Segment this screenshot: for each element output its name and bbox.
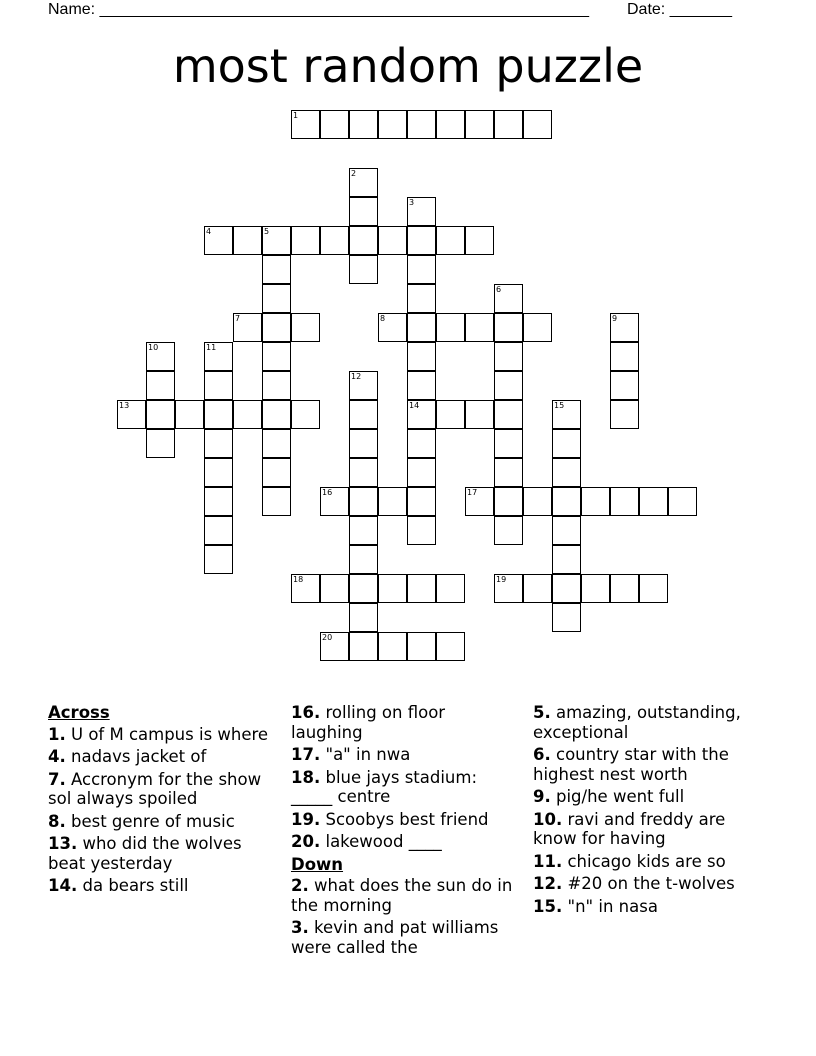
grid-cell[interactable] <box>349 545 378 574</box>
grid-cell[interactable] <box>175 400 204 429</box>
grid-cell[interactable] <box>581 487 610 516</box>
clue-text: chicago kids are so <box>567 851 726 871</box>
cell-number: 18 <box>293 575 304 584</box>
clue-down-2 <box>291 876 521 915</box>
grid-cell[interactable] <box>494 429 523 458</box>
clue-text: amazing, outstanding, exceptional <box>533 703 741 742</box>
cell-number: 16 <box>322 488 333 497</box>
clue-across-20 <box>291 832 521 852</box>
grid-cell[interactable] <box>465 313 494 342</box>
clues-column-3 <box>533 703 773 919</box>
clue-down-15 <box>533 897 773 917</box>
grid-cell[interactable] <box>494 458 523 487</box>
grid-cell[interactable] <box>349 429 378 458</box>
grid-cell[interactable] <box>407 429 436 458</box>
clue-across-8 <box>48 812 273 832</box>
clue-number: 17. <box>291 745 321 764</box>
cell-number: 2 <box>351 169 357 178</box>
grid-cell[interactable] <box>204 429 233 458</box>
clue-number: 8. <box>48 811 66 831</box>
grid-cell[interactable] <box>349 371 378 400</box>
grid-cell[interactable] <box>204 487 233 516</box>
clue-number: 19. <box>291 809 321 829</box>
grid-cell[interactable] <box>204 458 233 487</box>
puzzle-title: most random puzzle <box>172 39 644 93</box>
grid-cell[interactable] <box>610 400 639 429</box>
clue-text: "a" in nwa <box>325 745 411 764</box>
grid-cell[interactable] <box>436 110 465 139</box>
cell-number: 4 <box>206 227 212 236</box>
grid-cell[interactable] <box>378 574 407 603</box>
grid-cell[interactable] <box>610 313 639 342</box>
clue-across-7 <box>48 770 273 809</box>
grid-cell[interactable] <box>494 110 523 139</box>
grid-cell[interactable] <box>523 313 552 342</box>
grid-cell[interactable] <box>523 487 552 516</box>
grid-cell[interactable] <box>320 632 349 661</box>
grid-cell[interactable] <box>436 632 465 661</box>
clue-across-17 <box>291 745 521 765</box>
grid-cell[interactable] <box>407 226 436 255</box>
grid-cell[interactable] <box>349 603 378 632</box>
clues-column-1 <box>48 703 273 899</box>
grid-cell[interactable] <box>465 400 494 429</box>
grid-cell[interactable] <box>349 458 378 487</box>
clue-text: Scoobys best friend <box>325 809 489 829</box>
clue-text: da bears still <box>82 876 189 895</box>
grid-cell[interactable] <box>378 226 407 255</box>
clue-number: 18. <box>291 767 321 787</box>
grid-cell[interactable] <box>407 632 436 661</box>
grid-cell[interactable] <box>349 255 378 284</box>
grid-cell[interactable] <box>436 400 465 429</box>
grid-cell[interactable] <box>204 516 233 545</box>
clue-text: Accronym for the show sol always spoiled <box>48 769 262 808</box>
cell-number: 12 <box>351 372 362 381</box>
grid-cell[interactable] <box>204 400 233 429</box>
grid-cell[interactable] <box>378 487 407 516</box>
grid-cell[interactable] <box>610 371 639 400</box>
grid-cell[interactable] <box>349 487 378 516</box>
clues-column-2 <box>291 703 521 960</box>
clue-number: 11. <box>533 851 563 871</box>
clue-number: 16. <box>291 703 321 722</box>
grid-cell[interactable] <box>407 574 436 603</box>
grid-cell[interactable] <box>291 313 320 342</box>
grid-cell[interactable] <box>146 429 175 458</box>
grid-cell[interactable] <box>436 313 465 342</box>
grid-cell[interactable] <box>262 429 291 458</box>
grid-cell[interactable] <box>494 371 523 400</box>
cell-number: 3 <box>409 198 415 207</box>
grid-cell[interactable] <box>610 574 639 603</box>
cell-number: 7 <box>235 314 241 323</box>
grid-cell[interactable] <box>349 632 378 661</box>
grid-cell[interactable] <box>378 632 407 661</box>
grid-cell[interactable] <box>552 603 581 632</box>
cell-number: 6 <box>496 285 502 294</box>
grid-cell[interactable] <box>610 342 639 371</box>
clue-text: rolling on floor laughing <box>291 703 446 742</box>
cell-number: 13 <box>119 401 130 410</box>
cell-number: 5 <box>264 227 270 236</box>
clue-across-1 <box>48 725 273 745</box>
grid-cell[interactable] <box>465 110 494 139</box>
cell-number: 14 <box>409 401 420 410</box>
clue-number: 14. <box>48 876 78 895</box>
grid-cell[interactable] <box>262 313 291 342</box>
grid-cell[interactable] <box>494 574 523 603</box>
clue-text: best genre of music <box>71 811 235 831</box>
clue-down-9 <box>533 787 773 807</box>
grid-cell[interactable] <box>146 342 175 371</box>
clue-down-12 <box>533 874 773 894</box>
clue-number: 10. <box>533 809 563 829</box>
grid-cell[interactable] <box>262 226 291 255</box>
grid-cell[interactable] <box>291 110 320 139</box>
grid-cell[interactable] <box>523 574 552 603</box>
grid-cell[interactable] <box>262 255 291 284</box>
grid-cell[interactable] <box>523 110 552 139</box>
grid-cell[interactable] <box>407 487 436 516</box>
grid-cell[interactable] <box>204 371 233 400</box>
grid-cell[interactable] <box>233 313 262 342</box>
grid-cell[interactable] <box>233 226 262 255</box>
clue-across-19 <box>291 810 521 830</box>
across-heading: Across <box>48 703 110 722</box>
grid-cell[interactable] <box>204 226 233 255</box>
cell-number: 11 <box>206 343 217 352</box>
grid-cell[interactable] <box>291 226 320 255</box>
clue-number: 3. <box>291 918 309 937</box>
grid-cell[interactable] <box>349 226 378 255</box>
down-heading: Down <box>291 854 344 874</box>
clue-number: 20. <box>291 832 321 851</box>
grid-cell[interactable] <box>552 516 581 545</box>
clue-text: "n" in nasa <box>567 896 658 916</box>
clue-text: lakewood ____ <box>325 832 442 851</box>
grid-cell[interactable] <box>610 487 639 516</box>
grid-cell[interactable] <box>552 400 581 429</box>
cell-number: 19 <box>496 575 507 584</box>
clue-number: 2. <box>291 876 309 895</box>
grid-cell[interactable] <box>407 371 436 400</box>
clue-down-11 <box>533 852 773 872</box>
grid-cell[interactable] <box>494 487 523 516</box>
grid-cell[interactable] <box>552 574 581 603</box>
clue-down-3 <box>291 918 521 957</box>
grid-cell[interactable] <box>117 400 146 429</box>
grid-cell[interactable] <box>465 487 494 516</box>
clue-number: 1. <box>48 724 66 744</box>
grid-cell[interactable] <box>262 342 291 371</box>
grid-cell[interactable] <box>639 487 668 516</box>
grid-cell[interactable] <box>552 545 581 574</box>
grid-cell[interactable] <box>407 313 436 342</box>
grid-cell[interactable] <box>407 197 436 226</box>
grid-cell[interactable] <box>494 516 523 545</box>
clue-number: 4. <box>48 747 66 766</box>
grid-cell[interactable] <box>320 574 349 603</box>
grid-cell[interactable] <box>552 429 581 458</box>
clue-across-13 <box>48 834 273 873</box>
grid-cell[interactable] <box>494 342 523 371</box>
clue-number: 9. <box>533 787 551 806</box>
cell-number: 17 <box>467 488 478 497</box>
grid-cell[interactable] <box>407 110 436 139</box>
grid-cell[interactable] <box>494 313 523 342</box>
grid-cell[interactable] <box>407 516 436 545</box>
clue-across-18 <box>291 768 521 807</box>
grid-cell[interactable] <box>204 342 233 371</box>
clue-number: 15. <box>533 896 563 916</box>
clue-across-14 <box>48 876 273 896</box>
clue-text: what does the sun do in the morning <box>291 876 513 915</box>
cell-number: 15 <box>554 401 565 410</box>
grid-cell[interactable] <box>320 226 349 255</box>
grid-cell[interactable] <box>494 400 523 429</box>
grid-cell[interactable] <box>349 400 378 429</box>
grid-cell[interactable] <box>581 574 610 603</box>
grid-cell[interactable] <box>552 458 581 487</box>
grid-cell[interactable] <box>407 255 436 284</box>
grid-cell[interactable] <box>262 458 291 487</box>
cell-number: 20 <box>322 633 333 642</box>
grid-cell[interactable] <box>262 487 291 516</box>
clue-number: 5. <box>533 703 551 722</box>
clue-across-16 <box>291 703 521 742</box>
grid-cell[interactable] <box>639 574 668 603</box>
clue-text: U of M campus is where <box>71 724 269 744</box>
grid-cell[interactable] <box>146 400 175 429</box>
grid-cell[interactable] <box>349 110 378 139</box>
grid-cell[interactable] <box>407 284 436 313</box>
grid-cell[interactable] <box>146 371 175 400</box>
grid-cell[interactable] <box>349 574 378 603</box>
clue-text: blue jays stadium: _____ centre <box>291 767 478 806</box>
clue-across-4 <box>48 747 273 767</box>
clue-text: nadavs jacket of <box>71 747 207 766</box>
grid-cell[interactable] <box>378 110 407 139</box>
grid-cell[interactable] <box>436 574 465 603</box>
grid-cell[interactable] <box>407 458 436 487</box>
grid-cell[interactable] <box>291 400 320 429</box>
grid-cell[interactable] <box>378 313 407 342</box>
grid-cell[interactable] <box>668 487 697 516</box>
grid-cell[interactable] <box>204 545 233 574</box>
clue-text: ravi and freddy are know for having <box>533 809 726 848</box>
grid-cell[interactable] <box>320 110 349 139</box>
grid-cell[interactable] <box>552 487 581 516</box>
clue-number: 6. <box>533 745 551 764</box>
grid-cell[interactable] <box>262 400 291 429</box>
grid-cell[interactable] <box>262 284 291 313</box>
cell-number: 9 <box>612 314 618 323</box>
clue-down-5 <box>533 703 773 742</box>
grid-cell[interactable] <box>407 342 436 371</box>
grid-cell[interactable] <box>262 371 291 400</box>
grid-cell[interactable] <box>407 400 436 429</box>
cell-number: 8 <box>380 314 386 323</box>
clue-down-10 <box>533 810 773 849</box>
cell-number: 10 <box>148 343 159 352</box>
cell-number: 1 <box>293 111 299 120</box>
clue-text: who did the wolves beat yesterday <box>48 834 242 873</box>
clue-number: 7. <box>48 769 66 789</box>
clue-number: 13. <box>48 834 78 853</box>
clue-text: pig/he went full <box>556 787 685 806</box>
clue-text: kevin and pat williams were called the <box>291 918 499 957</box>
grid-cell[interactable] <box>320 487 349 516</box>
grid-cell[interactable] <box>349 168 378 197</box>
grid-cell[interactable] <box>349 516 378 545</box>
grid-cell[interactable] <box>494 284 523 313</box>
clue-down-6 <box>533 745 773 784</box>
grid-cell[interactable] <box>436 226 465 255</box>
grid-cell[interactable] <box>291 574 320 603</box>
grid-cell[interactable] <box>465 226 494 255</box>
clue-text: country star with the highest nest worth <box>533 745 729 784</box>
clue-number: 12. <box>533 874 563 893</box>
grid-cell[interactable] <box>349 197 378 226</box>
name-field-label: Name: _______________________________________________________ <box>48 1 589 18</box>
date-field-label: Date: _______ <box>627 1 732 18</box>
grid-cell[interactable] <box>233 400 262 429</box>
clue-text: #20 on the t-wolves <box>567 874 735 893</box>
